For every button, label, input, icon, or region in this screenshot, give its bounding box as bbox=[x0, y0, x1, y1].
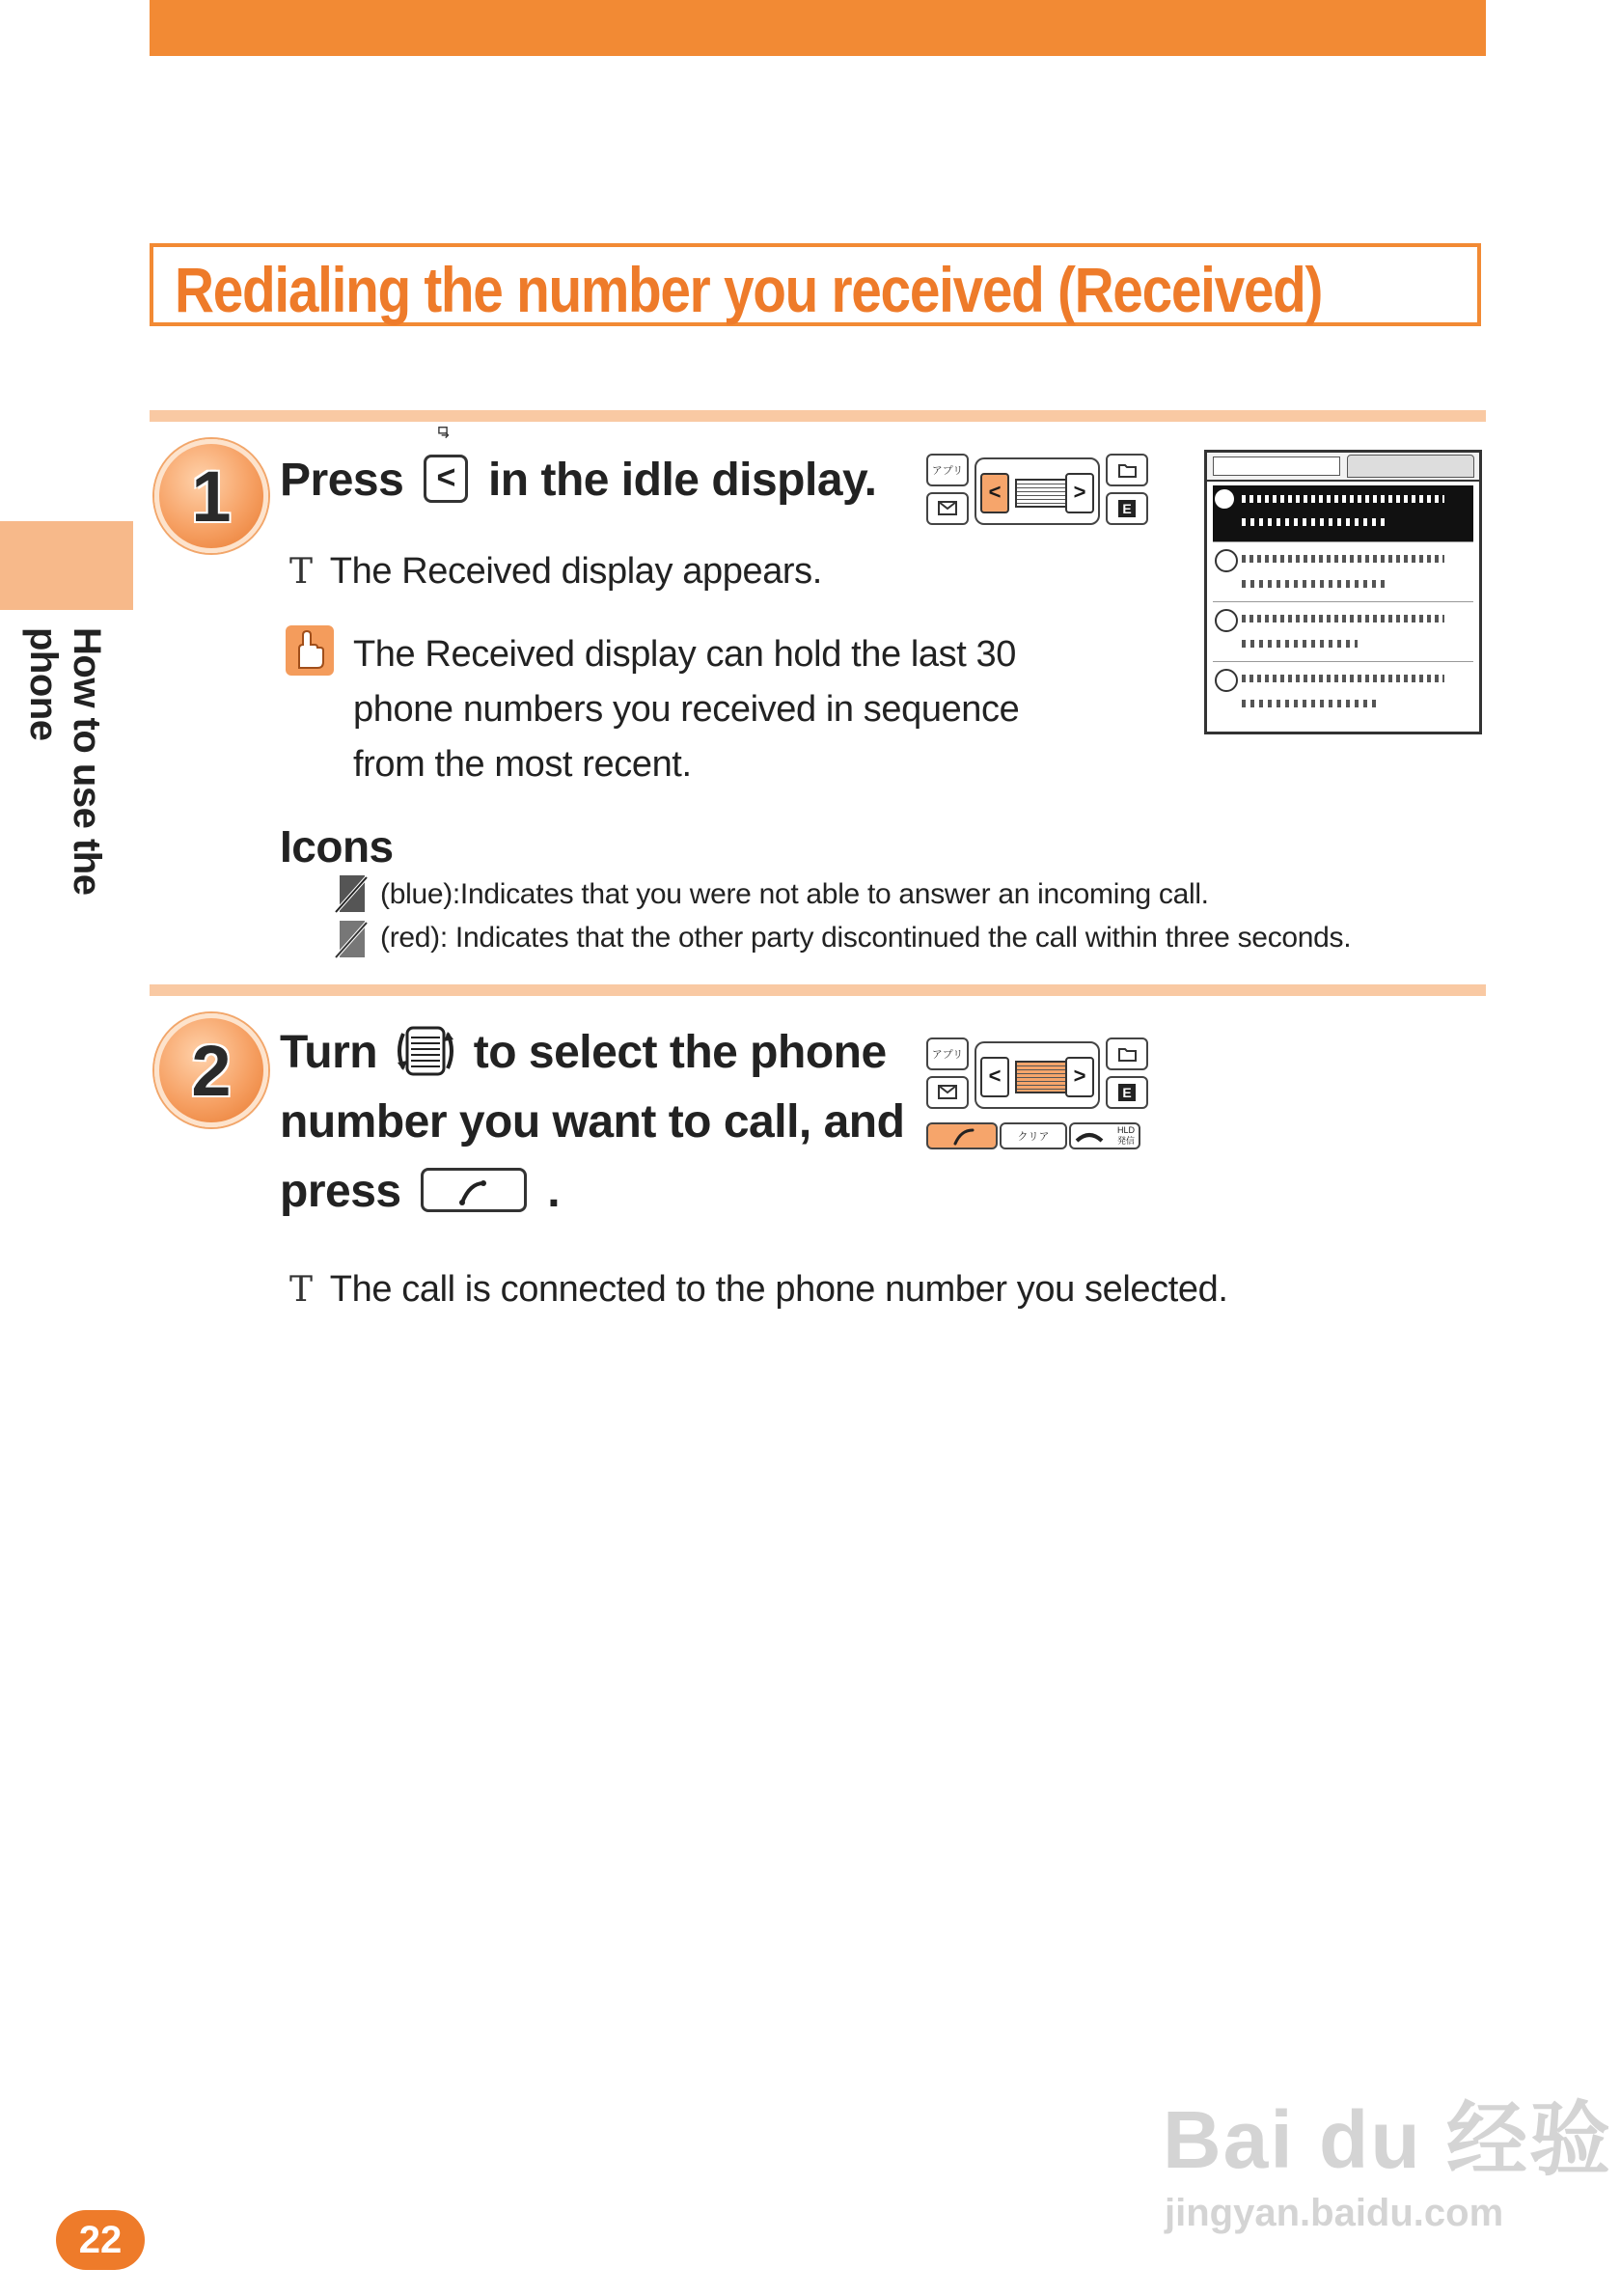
title-box bbox=[150, 243, 1481, 326]
right-nav-key: > bbox=[1065, 473, 1094, 513]
divider bbox=[150, 410, 1486, 422]
page-title: Redialing the number you received (Received) bbox=[175, 254, 1323, 325]
folder-key-icon bbox=[1106, 454, 1148, 486]
history-entry[interactable] bbox=[1213, 545, 1473, 602]
step-1-result-text: The Received display appears. bbox=[329, 551, 822, 592]
step-2-heading-line2: number you want to call, and bbox=[280, 1096, 905, 1148]
missed-call-icon bbox=[328, 871, 372, 916]
step-2-heading-line3 bbox=[280, 1165, 560, 1218]
step-1-heading bbox=[280, 454, 877, 507]
app-key: アプリ bbox=[926, 1037, 969, 1070]
step-1-heading-pre: Press bbox=[280, 455, 404, 506]
hld-label: HLD 発信 bbox=[1116, 1125, 1135, 1146]
icons-heading: Icons bbox=[280, 821, 394, 871]
screen-tab-bar bbox=[1207, 453, 1479, 482]
received-screen bbox=[1204, 450, 1482, 734]
step-1-heading-post: in the idle display. bbox=[487, 455, 877, 506]
history-indicator-icon bbox=[424, 425, 462, 454]
short-call-icon bbox=[328, 917, 372, 961]
right-nav-key: > bbox=[1065, 1057, 1094, 1097]
step-2-result-text: The call is connected to the phone number you selected. bbox=[329, 1269, 1228, 1310]
section-tab bbox=[0, 521, 133, 610]
page-number: 22 bbox=[56, 2210, 145, 2270]
step-2-press: press bbox=[280, 1166, 401, 1217]
history-entry-selected[interactable] bbox=[1213, 485, 1473, 542]
call-key-highlighted-icon bbox=[926, 1122, 998, 1149]
left-nav-key: < bbox=[980, 473, 1009, 513]
bullet-marker: T bbox=[289, 552, 313, 592]
header-band bbox=[150, 0, 1486, 56]
clear-key: クリア bbox=[1000, 1122, 1067, 1149]
note-hand-icon bbox=[286, 625, 334, 676]
step-1-result bbox=[289, 544, 822, 599]
step-2-heading-line1 bbox=[280, 1026, 887, 1082]
scroll-wheel bbox=[1015, 479, 1067, 508]
period: . bbox=[547, 1166, 561, 1217]
keypad-diagram-2 bbox=[926, 1037, 1148, 1153]
e-key: E bbox=[1106, 1076, 1148, 1109]
history-entry[interactable] bbox=[1213, 665, 1473, 721]
watermark bbox=[1163, 2075, 1612, 2235]
e-key: E bbox=[1106, 492, 1148, 525]
step-2-heading-text: to select the phone bbox=[473, 1027, 887, 1078]
call-key-icon bbox=[421, 1168, 527, 1212]
navigation-key bbox=[975, 1041, 1100, 1109]
app-key: アプリ bbox=[926, 454, 969, 486]
mail-key-icon bbox=[926, 492, 969, 525]
scroll-wheel-highlighted bbox=[1015, 1061, 1067, 1093]
step-1-note: The Received display can hold the last 30 phone numbers you received in sequence from the most recent. bbox=[353, 634, 1020, 785]
left-nav-key: < bbox=[980, 1057, 1009, 1097]
icon-description: (blue):Indicates that you were not able to answer an incoming call. bbox=[380, 878, 1209, 910]
scroll-wheel-icon bbox=[394, 1024, 457, 1078]
end-call-icon bbox=[1073, 1125, 1106, 1148]
history-entry[interactable] bbox=[1213, 605, 1473, 662]
folder-key-icon bbox=[1106, 1037, 1148, 1070]
navigation-key bbox=[975, 457, 1100, 525]
step-2-turn: Turn bbox=[280, 1027, 378, 1078]
watermark-url: jingyan.baidu.com bbox=[1165, 2192, 1504, 2234]
keypad-diagram-1 bbox=[926, 454, 1148, 536]
bullet-marker: T bbox=[289, 1270, 313, 1310]
step-2-result bbox=[289, 1262, 1228, 1317]
section-label: How to use the phone bbox=[22, 627, 108, 896]
watermark-brand: Bai du 经验 bbox=[1163, 2094, 1613, 2185]
icon-description: (red): Indicates that the other party discontinued the call within three seconds. bbox=[380, 922, 1352, 954]
step-1-badge: 1 bbox=[154, 439, 268, 553]
divider bbox=[150, 984, 1486, 996]
end-key bbox=[1069, 1122, 1140, 1149]
step-2-badge: 2 bbox=[154, 1013, 268, 1127]
mail-key-icon bbox=[926, 1076, 969, 1109]
left-key-icon: < bbox=[424, 455, 468, 503]
